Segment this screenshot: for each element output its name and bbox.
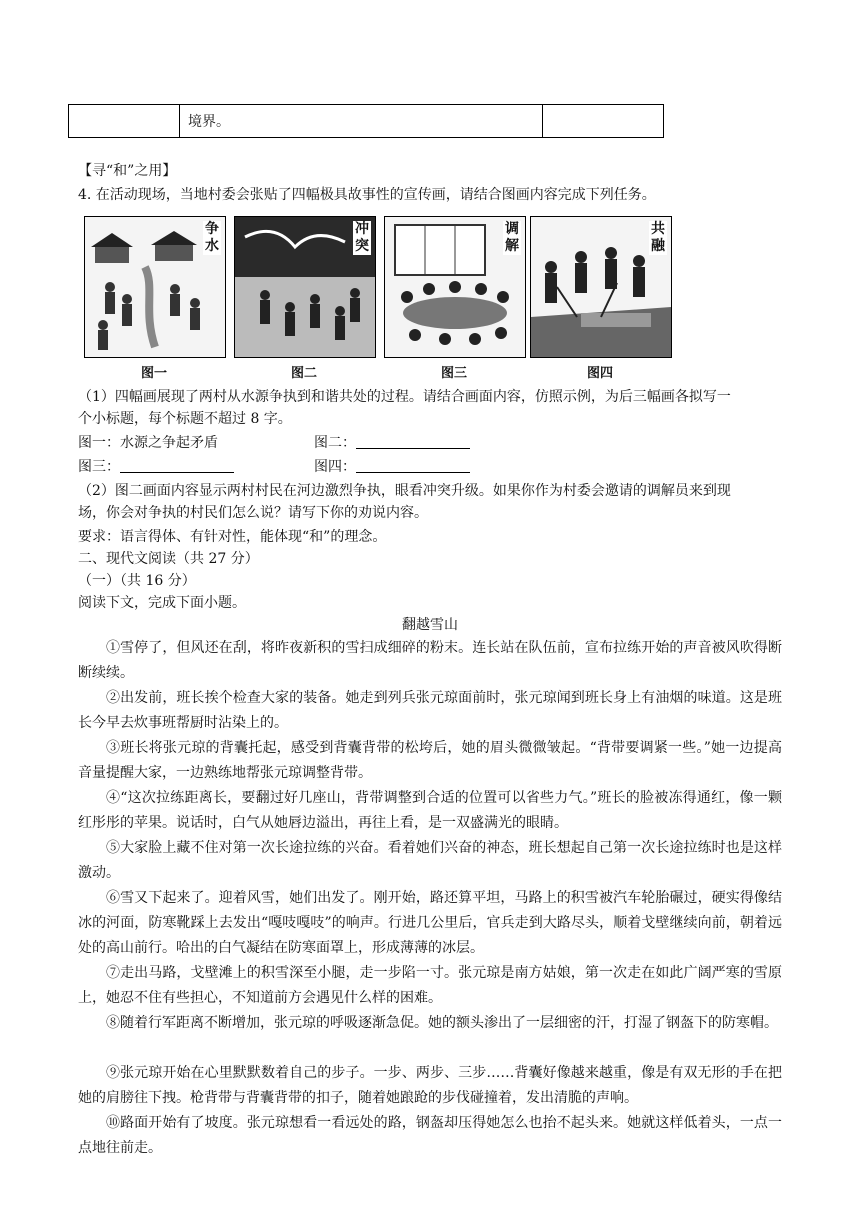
paragraph-4: ④“这次拉练距离长，要翻过好几座山，背带调整到合适的位置可以省些力气。”班长的脸被冻得通红，像一颗红彤彤的苹果。说话时，白气从她唇边溢出，再往上看，是一双盛满光的眼睛。 <box>78 790 782 831</box>
table-cell-1 <box>69 105 180 138</box>
picture-4 <box>530 216 672 358</box>
part-2-heading: 二、现代文阅读（共 27 分） <box>78 551 259 567</box>
picture-1-caption: 图一 <box>140 366 167 381</box>
picture-1-tag: 争水 <box>205 221 219 254</box>
paragraph-8: ⑧随着行军距离不断增加，张元琼的呼吸逐渐急促。她的额头渗出了一层细密的汗，打湿了钢盔下的防寒帽。 <box>106 1015 778 1031</box>
sub-question-2-line-1: （2）图二画面内容显示两村村民在河边激烈争执，眼看冲突升级。如果你作为村委会邀请的调解员来到现 <box>78 483 731 499</box>
fig3-answer-blank[interactable] <box>120 458 234 473</box>
paragraph-7: ⑦走出马路，戈壁滩上的积雪深至小腿，走一步陷一寸。张元琼是南方姑娘，第一次走在如此广阔严寒的雪原上，她忍不住有些担心，不知道前方会遇见什么样的困难。 <box>78 965 782 1006</box>
section-heading: 【寻“和”之用】 <box>78 163 177 179</box>
picture-3-caption: 图三 <box>440 366 467 381</box>
sub-question-2-line-2: 场，你会对争执的村民们怎么说？请写下你的劝说内容。 <box>78 505 428 521</box>
fig4-answer-blank[interactable] <box>356 458 470 473</box>
picture-4-caption: 图四 <box>586 366 613 381</box>
paragraph-3: ③班长将张元琼的背囊托起，感受到背囊背带的松垮后，她的眉头微微皱起。“背带要调紧一些。”她一边提高音量提醒大家，一边熟练地帮张元琼调整背带。 <box>78 740 782 781</box>
paragraph-2: ②出发前，班长挨个检查大家的装备。她走到列兵张元琼面前时，张元琼闻到班长身上有油烟的味道。这是班长今早去炊事班帮厨时沾染上的。 <box>78 690 782 731</box>
picture-4-tag: 共融 <box>651 221 665 254</box>
fig4-label: 图四： <box>314 459 356 475</box>
table-cell-3 <box>543 105 664 138</box>
picture-3-tag: 调解 <box>505 221 519 254</box>
paragraph-5: ⑤大家脸上藏不住对第一次长途拉练的兴奋。看着她们兴奋的神态，班长想起自己第一次长途拉练时也是这样激动。 <box>78 840 782 881</box>
fig2-label: 图二： <box>314 435 356 451</box>
answer-table <box>68 104 664 138</box>
fig1-label: 图一： <box>78 435 120 451</box>
part-2-subheading: （一）（共 16 分） <box>78 573 196 589</box>
fig3-label: 图三： <box>78 459 120 475</box>
requirement: 要求：语言得体、有针对性，能体现“和”的理念。 <box>78 529 387 545</box>
paragraph-6: ⑥雪又下起来了。迎着风雪，她们出发了。刚开始，路还算平坦，马路上的积雪被汽车轮胎碾过，硬实得像结冰的河面，防寒靴踩上去发出“嘎吱嘎吱”的响声。行进几公里后，官兵走到大路尽头，顺着戈壁继续向前，朝着远处的高山前行。哈出的白气凝结在防寒面罩上，形成薄薄的冰层。 <box>78 890 782 956</box>
paragraph-10: ⑩路面开始有了坡度。张元琼想看一看远处的路，钢盔却压得她怎么也抬不起头来。她就这样低着头，一点一点地往前走。 <box>78 1115 782 1156</box>
table-cell-2: 境界。 <box>180 105 543 138</box>
answer-row-2 <box>78 456 234 478</box>
answer-row-2-right <box>314 456 470 478</box>
paragraph-9: ⑨张元琼开始在心里默默数着自己的步子。一步、两步、三步……背囊好像越来越重，像是有双无形的手在把她的肩膀往下拽。枪背带与背囊背带的扣子，随着她踉跄的步伐碰撞着，发出清脆的声响。 <box>78 1065 782 1106</box>
answer-row-1 <box>78 432 218 454</box>
picture-2-tag: 冲突 <box>355 221 369 254</box>
picture-2 <box>234 216 376 358</box>
question-4-intro: 4. 在活动现场，当地村委会张贴了四幅极具故事性的宣传画，请结合图画内容完成下列任务。 <box>78 187 656 203</box>
article-title: 翻越雪山 <box>402 617 458 633</box>
reading-instruction: 阅读下文，完成下面小题。 <box>78 595 246 611</box>
sub-question-1-line-2: 个小标题，每个标题不超过 8 字。 <box>78 411 292 427</box>
answer-row-1-right <box>314 432 470 454</box>
fig1-answer: 水源之争起矛盾 <box>120 435 218 451</box>
sub-question-1-line-1: （1）四幅画展现了两村从水源争执到和谐共处的过程。请结合画面内容，仿照示例，为后三幅画各拟写一 <box>78 389 731 405</box>
table-row <box>69 105 664 138</box>
fig2-answer-blank[interactable] <box>356 434 470 449</box>
paragraph-1: ①雪停了，但风还在刮，将昨夜新积的雪扫成细碎的粉末。连长站在队伍前，宣布拉练开始的声音被风吹得断断续续。 <box>78 640 782 681</box>
picture-2-caption: 图二 <box>290 366 317 381</box>
picture-1 <box>84 216 226 358</box>
picture-3 <box>384 216 526 358</box>
